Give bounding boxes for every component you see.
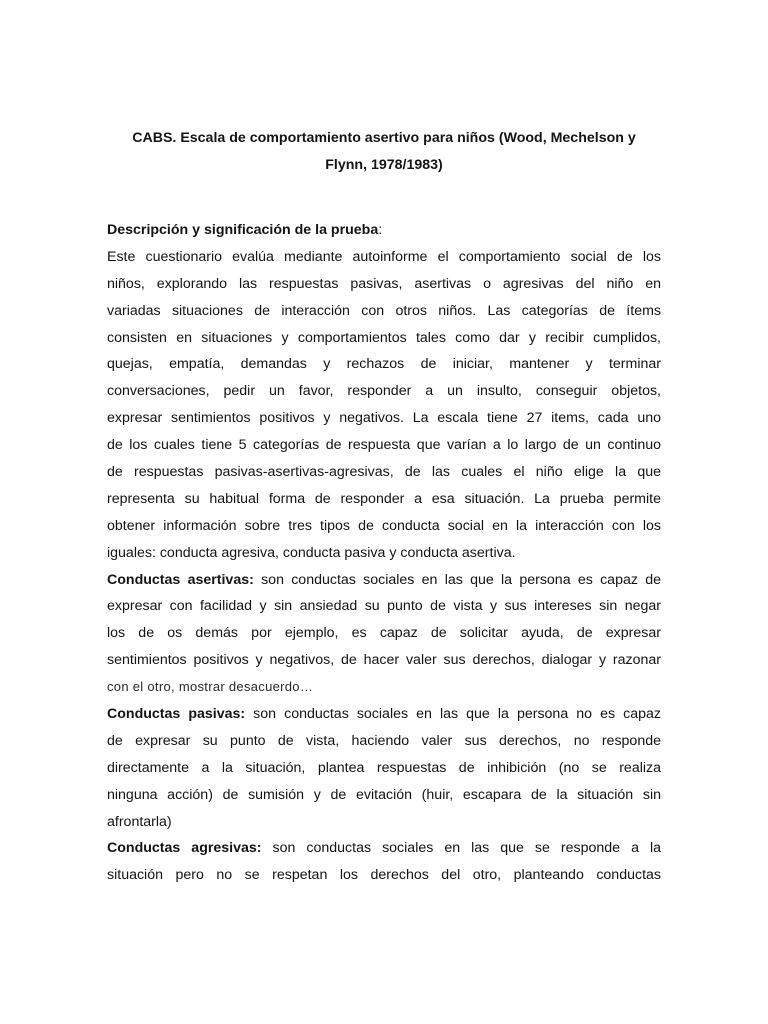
paragraph-line: consisten en situaciones y comportamientos tales como dar y recibir cumplidos, xyxy=(107,329,661,346)
agresivas-label: Conductas agresivas: xyxy=(107,840,262,857)
description-paragraph xyxy=(107,244,661,567)
paragraph-line: expresar con facilidad y sin ansiedad su punto de vista y sus intereses sin negar xyxy=(107,598,661,615)
description-heading-line xyxy=(107,217,661,244)
paragraph-line: sentimientos positivos y negativos, de hacer valer sus derechos, dialogar y razonar xyxy=(107,652,661,669)
paragraph-line: afrontarla) xyxy=(107,813,172,830)
paragraph-line: con el otro, mostrar desacuerdo… xyxy=(107,679,314,695)
paragraph-line: de respuestas pasivas-asertivas-agresivas, de las cuales el niño elige la que xyxy=(107,464,661,481)
paragraph-line: los de os demás por ejemplo, es capaz de solicitar ayuda, de expresar xyxy=(107,625,661,642)
paragraph-line: situación pero no se respetan los derechos del otro, planteando conductas xyxy=(107,867,661,884)
description-heading: Descripción y significación de la prueba xyxy=(107,222,379,238)
paragraph-line: quejas, empatía, demandas y rechazos de iniciar, mantener y terminar xyxy=(107,356,661,373)
asertivas-text: son conductas sociales en las que la persona es capaz de xyxy=(253,571,661,588)
asertivas-paragraph xyxy=(107,567,661,701)
paragraph-line: de expresar su punto de vista, haciendo valer sus derechos, no responde xyxy=(107,732,661,749)
paragraph-line xyxy=(107,701,661,728)
title-line: CABS. Escala de comportamiento asertivo para niños (Wood, Mechelson y xyxy=(132,130,636,146)
asertivas-label: Conductas asertivas: xyxy=(107,571,254,588)
paragraph-line: conversaciones, pedir un favor, responder a un insulto, conseguir objetos, xyxy=(107,383,661,400)
paragraph-line: directamente a la situación, plantea respuestas de inhibición (no se realiza xyxy=(107,759,661,776)
paragraph-line xyxy=(107,835,661,862)
pasivas-paragraph xyxy=(107,701,661,835)
title-line: Flynn, 1978/1983) xyxy=(325,156,443,173)
agresivas-paragraph xyxy=(107,835,661,889)
agresivas-text: son conductas sociales en las que se responde a la xyxy=(261,840,662,857)
paragraph-line: de los cuales tiene 5 categorías de respuesta que varían a lo largo de un continuo xyxy=(107,437,661,454)
paragraph-line: ninguna acción) de sumisión y de evitación (huir, escapara de la situación sin xyxy=(107,786,661,803)
paragraph-line: obtener información sobre tres tipos de conducta social en la interacción con los xyxy=(107,517,661,534)
paragraph-line: niños, explorando las respuestas pasivas, asertivas o agresivas del niño en xyxy=(107,275,661,292)
pasivas-label: Conductas pasivas: xyxy=(107,706,246,723)
document-title xyxy=(100,128,668,182)
document-body xyxy=(107,217,661,889)
paragraph-line: expresar sentimientos positivos y negativos. La escala tiene 27 items, cada uno xyxy=(107,410,661,427)
paragraph-line: representa su habitual forma de responder a esa situación. La prueba permite xyxy=(107,490,661,507)
paragraph-line xyxy=(107,567,661,594)
description-heading-colon: : xyxy=(378,222,383,238)
paragraph-line: variadas situaciones de interacción con otros niños. Las categorías de ítems xyxy=(107,302,661,319)
paragraph-line: iguales: conducta agresiva, conducta pasiva y conducta asertiva. xyxy=(107,544,516,561)
pasivas-text: son conductas sociales en las que la persona no es capaz xyxy=(245,706,661,723)
paragraph-line: Este cuestionario evalúa mediante autoinforme el comportamiento social de los xyxy=(107,248,661,265)
